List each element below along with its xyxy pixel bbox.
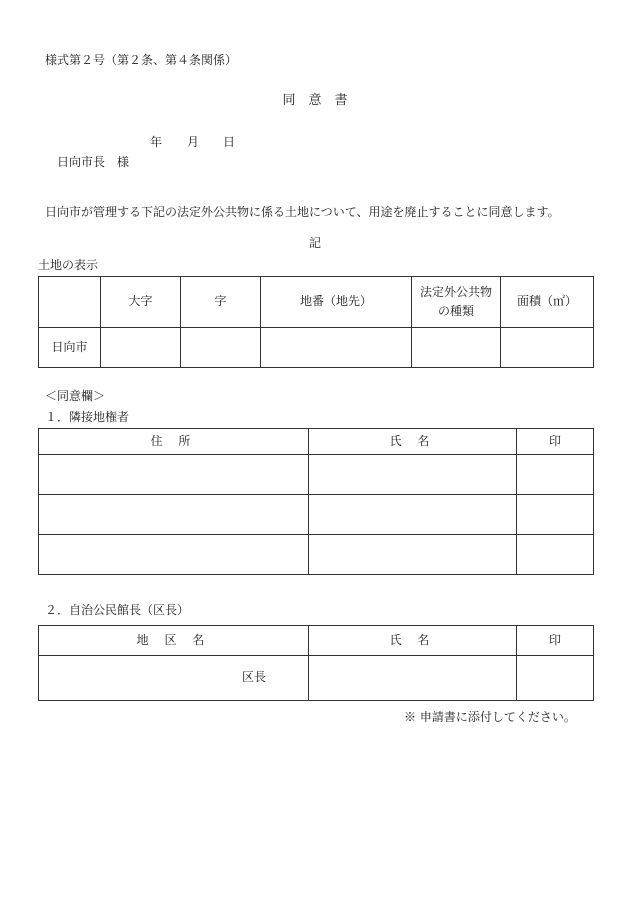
neighbors-table — [38, 428, 594, 575]
neighbors-header-address: 住 所 — [39, 429, 309, 455]
neighbors-header-row — [39, 429, 594, 455]
kucho-label: 区長 — [241, 670, 266, 685]
seal-cell[interactable] — [517, 455, 594, 495]
table-row — [39, 495, 594, 535]
community-row — [39, 656, 594, 701]
neighbors-header-name: 氏 名 — [309, 429, 517, 455]
area-cell[interactable] — [501, 328, 594, 368]
name-cell[interactable] — [309, 455, 517, 495]
chiban-cell[interactable] — [261, 328, 412, 368]
community-header-row — [39, 626, 594, 656]
address-cell[interactable] — [39, 455, 309, 495]
land-table — [38, 276, 594, 368]
community-header-district: 地 区 名 — [39, 626, 309, 656]
addressee: 日向市長 様 — [57, 155, 130, 169]
land-section-label: 土地の表示 — [38, 258, 99, 272]
name-cell[interactable] — [309, 535, 517, 575]
document-title: 同 意 書 — [282, 93, 348, 108]
land-header-area: 面積（㎡） — [501, 277, 594, 328]
seal-cell[interactable] — [517, 656, 594, 701]
land-header-chiban: 地番（地先） — [261, 277, 412, 328]
type-cell[interactable] — [412, 328, 501, 368]
address-cell[interactable] — [39, 495, 309, 535]
land-header-aza: 字 — [181, 277, 261, 328]
consent-statement: 日向市が管理する下記の法定外公共物に係る土地について、用途を廃止することに同意します。 — [45, 205, 560, 219]
land-header-type-line1: 法定外公共物 — [419, 284, 492, 299]
community-header-seal: 印 — [517, 626, 594, 656]
month-label: 月 — [187, 135, 200, 149]
land-table-header-row — [39, 277, 594, 328]
land-header-oaza: 大字 — [101, 277, 181, 328]
land-header-type-line2: の種類 — [437, 304, 474, 318]
neighbors-header-seal: 印 — [517, 429, 594, 455]
land-row-label: 日向市 — [39, 328, 101, 368]
consent-section-label: ＜同意欄＞ — [45, 389, 106, 403]
table-row — [39, 455, 594, 495]
ki-heading: 記 — [308, 236, 321, 250]
form-number: 様式第２号（第２条、第４条関係） — [45, 53, 238, 67]
neighbors-label: １．隣接地権者 — [45, 410, 130, 424]
land-header-blank — [39, 277, 101, 328]
oaza-cell[interactable] — [101, 328, 181, 368]
seal-cell[interactable] — [517, 535, 594, 575]
footnote: ※ 申請書に添付してください。 — [404, 710, 576, 724]
district-cell[interactable] — [39, 656, 309, 701]
land-table-row — [39, 328, 594, 368]
day-label: 日 — [223, 135, 236, 149]
land-header-type — [412, 277, 501, 328]
aza-cell[interactable] — [181, 328, 261, 368]
name-cell[interactable] — [309, 656, 517, 701]
community-table — [38, 625, 594, 701]
address-cell[interactable] — [39, 535, 309, 575]
table-row — [39, 535, 594, 575]
year-label: 年 — [150, 135, 163, 149]
community-label: ２．自治公民館長（区長） — [45, 603, 190, 617]
community-header-name: 氏 名 — [309, 626, 517, 656]
seal-cell[interactable] — [517, 495, 594, 535]
name-cell[interactable] — [309, 495, 517, 535]
